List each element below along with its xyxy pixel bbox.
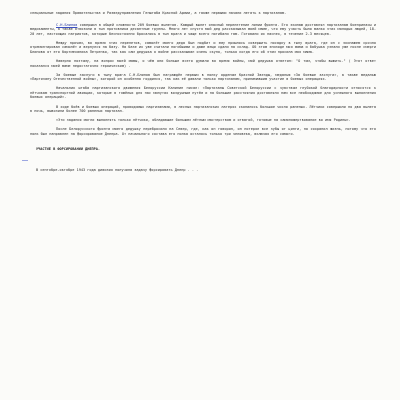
paragraph-blinov-missions [30, 23, 376, 37]
paragraph-text: совершил в общей сложности 209 боевых вылетов. Каждый вылет опасный перелетение линии фронта. Его экипаж доставлял партизанам боеприпасы и медикаменты, а также отвозили в тыл противника десантные группы. Много лет спустя мой дед рассказывал моей маме, что ему участь было малко этих молодых людей, 18-20 лет, настоящих патриотов, которые беспостоянно бросались в тыл врага и чаще всего погибали там. Готовили их наспех, в течение 2-3 месяцев. [30, 22, 376, 36]
paragraph-wounded-evacuation [30, 105, 376, 114]
paragraph-kalinin-quote [30, 86, 376, 100]
paragraph-awards [30, 73, 376, 82]
paragraph-intro [30, 11, 376, 16]
paragraph-text: В ходе боёв и боевых операций, проводимых партизанами, в лесных партизанских лагерях скопилось большое число раненых. Лётчики совершили по два вылета в ночь, вывозили более 700 раненых партизан. [30, 104, 376, 114]
paragraph-text: Между прочим, во время этих перелетов, самолёт моего деда был подбит и ему пришлось совершить посадку в тылу врага, где он с экипажем срочно отремонтировал самолёт и вернулся на базу. На базе их уже считали погибшими и даже вещи сдали на склад. Об этом эпизоде моя мама и бабушка узнали уже после смерти Блинова от его бортмеханика Петренко, так как сам дедушка о войне рассказывал очень скупо, только когда его об этом просила моя мама. [30, 40, 376, 54]
paragraph-text: Наверно поэтому, на вопрос моей мамы, о чём они больше всего думали во время войны, мой дедушка ответил: "О том, чтобы выжить." ( Этот ответ показался моей маме недостаточно героическим) . [30, 59, 376, 68]
paragraph-forced-landing [30, 41, 376, 55]
paragraph-text: специальные задания Правительства и Разведуправления Генштаба Красной Армии, а также первыми начали летать к партизанам. [30, 11, 287, 15]
pen-mark [22, 160, 28, 161]
paragraph-mastery-quote [30, 118, 376, 123]
paragraph-text: «Эти задания могли выполнять только лётчики, обладавшие большим лётным мастерством и отвагой, готовые на самопожертвование во имя Родины». [56, 118, 351, 123]
paragraph-text: После Белорусского фронта моего дедушку перебросили на Север, где, как он говорил, он потерял все зубы от цинги, но сохранил жизнь, потому что его полк был направлен на форсирование Днепра. От начального состава его полка осталось только три человека, включая его самого. [30, 127, 376, 136]
paragraph-survival-quote [30, 59, 376, 68]
paragraph-north-front [30, 127, 376, 136]
highlighted-name: С.Н.Блинов [56, 22, 78, 27]
section-heading: УЧАСТИЕ В ФОРСИРОВАНИИ ДНЕПРА. [36, 146, 101, 151]
paragraph-text: Начальник штаба партизанского движения Белоруссии Калинин писал: «Партизаны Советской Белоруссии с чувством глубокой благодарности относятся к лётчикам транспортной авиации, которые в тяжёлых для нас минутах воздушным путём и на большие расстояния доставляли нам все необходимое для успешного выполнения боевых операций». [30, 86, 376, 100]
paragraph-text: За боевые заслуги в тылу врага С.Н.Блинов был награждён первым в полку орденом Красной Звезды, медалью «За боевые заслуги», а также медалью «Партизану Отечественной войны», которой он особенно гордился, так как её давали только партизанам, принимавшим участие в боевых операциях. [30, 72, 376, 82]
document-body [30, 11, 376, 177]
paragraph-dnieper-start: В сентябре-октябре 1943 года дивизия получила задачу форсировать Днепр . . . [36, 168, 199, 173]
